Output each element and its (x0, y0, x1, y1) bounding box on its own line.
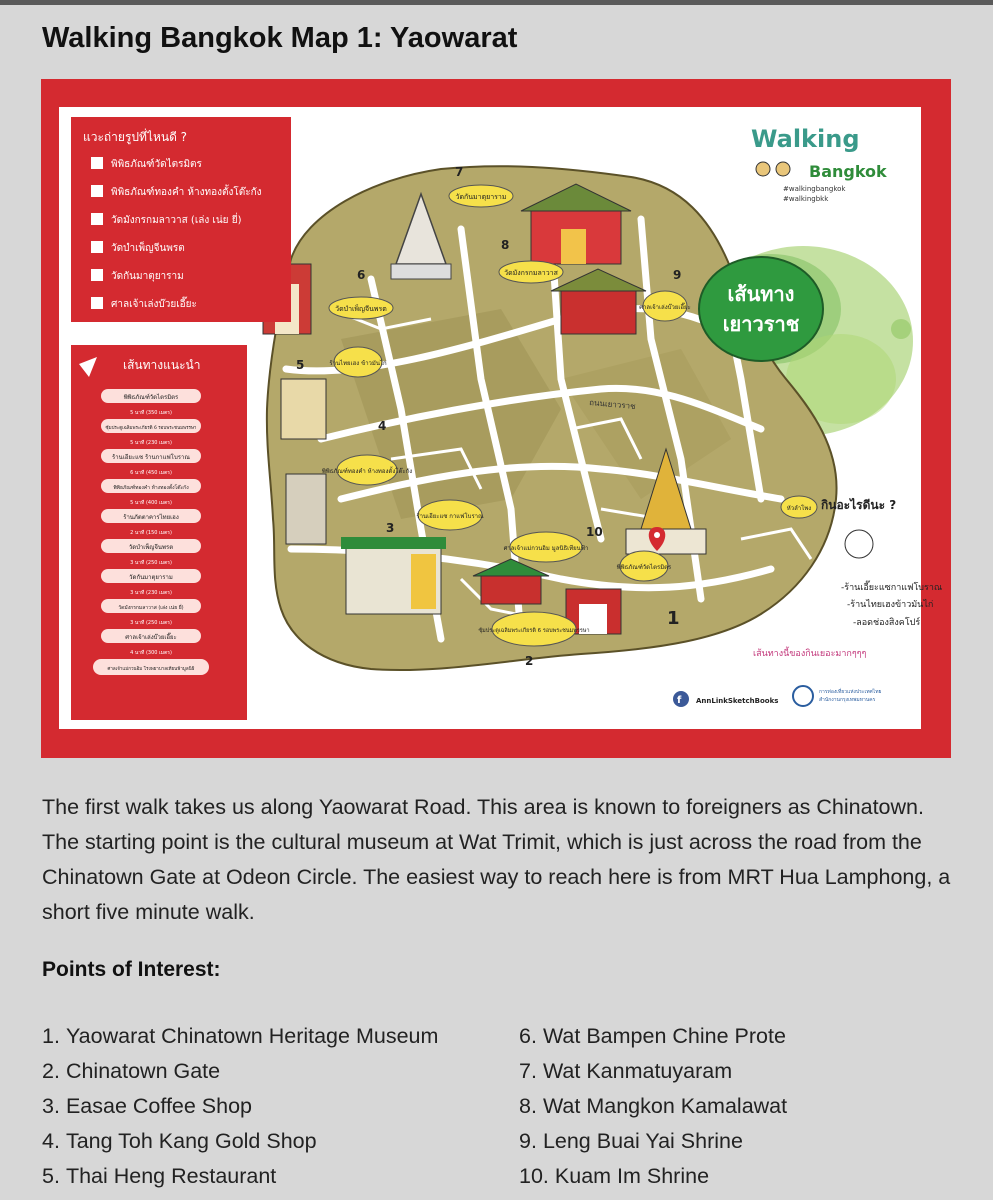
svg-text:6: 6 (357, 268, 366, 282)
svg-text:-ร้านเอี๊ยะแซกาแฟโบราณ: -ร้านเอี๊ยะแซกาแฟโบราณ (841, 583, 943, 593)
svg-text:เส้นทางนี้ของกินเยอะมากๆๆๆ: เส้นทางนี้ของกินเยอะมากๆๆๆ (753, 649, 867, 659)
poi-item: 2. Chinatown Gate (42, 1059, 221, 1083)
poi-item: 1. Yaowarat Chinatown Heritage Museum (42, 1024, 439, 1048)
svg-text:เยาวราช: เยาวราช (722, 312, 800, 336)
svg-text:2 นาที (150 เมตร): 2 นาที (150 เมตร) (130, 530, 172, 536)
svg-text:ร้านภัตตาคารไทยเฮง: ร้านภัตตาคารไทยเฮง (123, 514, 179, 521)
svg-text:5 นาที (350 เมตร): 5 นาที (350 เมตร) (130, 410, 172, 416)
svg-text:ศาลเจ้าเล่งบ๊วยเอี๊ยะ: ศาลเจ้าเล่งบ๊วยเอี๊ยะ (111, 299, 197, 310)
svg-text:วัดกันมาตุยาราม: วัดกันมาตุยาราม (129, 574, 173, 581)
svg-text:#walkingbkk: #walkingbkk (783, 195, 829, 203)
svg-text:เส้นทางแนะนำ: เส้นทางแนะนำ (123, 358, 201, 372)
svg-text:พิพิธภัณฑ์วัดไตรมิตร: พิพิธภัณฑ์วัดไตรมิตร (111, 159, 202, 170)
svg-text:ศาลเจ้าเล่งบ๊วยเอี๊ยะ: ศาลเจ้าเล่งบ๊วยเอี๊ยะ (639, 304, 691, 311)
svg-text:วัดกันมาตุยาราม: วัดกันมาตุยาราม (455, 193, 507, 201)
svg-text:2: 2 (525, 654, 534, 668)
intro-paragraph: The first walk takes us along Yaowarat Road. This area is known to foreigners as Chinatown. The starting point is the cultural museum at Wat Trimit, which is just across the road from the Chinatown Gate at Odeon Circle. The easiest way to reach here is from MRT Hua Lamphong, a short five minute walk. (42, 795, 951, 924)
photo-spots-panel (71, 117, 291, 322)
svg-text:วัดมังกรกมลาวาส (เล่ง เน่ย ยี่: วัดมังกรกมลาวาส (เล่ง เน่ย ยี่) (111, 215, 242, 226)
svg-text:5 นาที (400 เมตร): 5 นาที (400 เมตร) (130, 500, 172, 506)
svg-text:ร้านเอียะแซ กาแฟโบราณ: ร้านเอียะแซ กาแฟโบราณ (416, 513, 484, 520)
poi-item: 6. Wat Bampen Chine Prote (519, 1024, 786, 1048)
svg-text:วัดบำเพ็ญจีนพรต: วัดบำเพ็ญจีนพรต (128, 544, 174, 551)
svg-text:ซุ้มประตูเฉลิมพระเกียรติ 6 รอบ: ซุ้มประตูเฉลิมพระเกียรติ 6 รอบพระชนมพรรษา (478, 628, 590, 634)
svg-text:พิพิธภัณฑ์วัดไตรมิตร: พิพิธภัณฑ์วัดไตรมิตร (123, 394, 179, 401)
poi-list-right (519, 1019, 793, 1194)
svg-text:พิพิธภัณฑ์ทองคำ ห้างทองตั้งโต๊: พิพิธภัณฑ์ทองคำ ห้างทองตั้งโต๊ะกัง (113, 485, 189, 491)
svg-text:5: 5 (296, 358, 305, 372)
svg-text:1: 1 (667, 608, 680, 629)
svg-text:#walkingbangkok: #walkingbangkok (783, 185, 846, 193)
svg-text:Walking: Walking (751, 125, 860, 153)
svg-text:พิพิธภัณฑ์วัดไตรมิตร: พิพิธภัณฑ์วัดไตรมิตร (616, 564, 672, 571)
svg-text:ร้านเอียะแซ ร้านกาแฟโบราณ: ร้านเอียะแซ ร้านกาแฟโบราณ (112, 454, 190, 461)
svg-text:4 นาที (300 เมตร): 4 นาที (300 เมตร) (130, 650, 172, 656)
map-image (41, 79, 951, 758)
poi-item: 9. Leng Buai Yai Shrine (519, 1129, 743, 1153)
svg-text:f: f (677, 695, 682, 706)
svg-text:3 นาที (250 เมตร): 3 นาที (250 เมตร) (130, 560, 172, 566)
svg-text:วัดบำเพ็ญจีนพรต: วัดบำเพ็ญจีนพรต (111, 243, 185, 254)
svg-text:สำนักงานกรุงเทพมหานคร: สำนักงานกรุงเทพมหานคร (819, 697, 876, 703)
svg-text:กินอะไรดีนะ ?: กินอะไรดีนะ ? (821, 498, 897, 512)
svg-text:9: 9 (673, 268, 682, 282)
svg-text:5 นาที (230 เมตร): 5 นาที (230 เมตร) (130, 440, 172, 446)
route-panel (71, 345, 247, 720)
poi-item: 4. Tang Toh Kang Gold Shop (42, 1129, 317, 1153)
svg-text:ซุ้มประตูเฉลิมพระเกียรติ 6 รอบ: ซุ้มประตูเฉลิมพระเกียรติ 6 รอบพระชนมพรรษา (105, 426, 197, 431)
svg-text:แวะถ่ายรูปที่ไหนดี ?: แวะถ่ายรูปที่ไหนดี ? (83, 130, 188, 144)
svg-text:10: 10 (586, 525, 603, 539)
poi-list-left (42, 1019, 444, 1194)
svg-text:4: 4 (378, 419, 387, 433)
svg-text:6 นาที (450 เมตร): 6 นาที (450 เมตร) (130, 470, 172, 476)
svg-text:-ร้านไทยเฮงข้าวมันไก่: -ร้านไทยเฮงข้าวมันไก่ (847, 600, 934, 610)
tat-logo-icon (793, 686, 813, 706)
svg-text:เส้นทาง: เส้นทาง (727, 282, 795, 306)
shop-drawing-4 (286, 474, 326, 544)
svg-text:3: 3 (386, 521, 395, 535)
poi-item: 7. Wat Kanmatuyaram (519, 1059, 733, 1083)
svg-text:3 นาที (250 เมตร): 3 นาที (250 เมตร) (130, 620, 172, 626)
svg-text:-ลอดช่องสิงคโปร์: -ลอดช่องสิงคโปร์ (853, 618, 921, 628)
svg-text:การท่องเที่ยวแห่งประเทศไทย: การท่องเที่ยวแห่งประเทศไทย (819, 689, 882, 695)
poi-item: 8. Wat Mangkon Kamalawat (519, 1094, 788, 1118)
poi-item: 3. Easae Coffee Shop (42, 1094, 253, 1118)
svg-text:พิพิธภัณฑ์ทองคำ ห้างทองตั้งโต๊: พิพิธภัณฑ์ทองคำ ห้างทองตั้งโต๊ะกัง (321, 468, 413, 475)
svg-text:8: 8 (501, 238, 510, 252)
svg-text:พิพิธภัณฑ์ทองคำ ห้างทองตั้งโต๊: พิพิธภัณฑ์ทองคำ ห้างทองตั้งโต๊ะกัง (111, 187, 262, 198)
svg-text:วัดกันมาตุยาราม: วัดกันมาตุยาราม (111, 271, 184, 282)
poi-item: 5. Thai Heng Restaurant (42, 1164, 277, 1188)
svg-text:Bangkok: Bangkok (809, 162, 887, 181)
page-title: Walking Bangkok Map 1: Yaowarat (42, 22, 518, 54)
svg-text:ศาลเจ้าเล่งบ๊วยเอี๊ยะ: ศาลเจ้าเล่งบ๊วยเอี๊ยะ (125, 634, 177, 641)
svg-text:ร้านไทยเฮง ข้าวมันไก่: ร้านไทยเฮง ข้าวมันไก่ (329, 360, 387, 367)
svg-text:วัดมังกรกมลาวาส: วัดมังกรกมลาวาส (504, 269, 558, 277)
poi-heading: Points of Interest: (42, 958, 221, 981)
extra-label (781, 496, 817, 518)
svg-text:ศาลเจ้าแม่กวนอิม โรงพยาบาลเทีย: ศาลเจ้าแม่กวนอิม โรงพยาบาลเทียนฟ้ามูลนิธิ (107, 667, 195, 672)
route-title-badge (699, 257, 823, 361)
restaurant-drawing-5 (281, 379, 326, 439)
cafe-drawing-3 (341, 537, 446, 614)
svg-text:3 นาที (230 เมตร): 3 นาที (230 เมตร) (130, 590, 172, 596)
poi-item: 10. Kuam Im Shrine (519, 1164, 710, 1188)
svg-text:7: 7 (455, 165, 464, 179)
street-label: ถนนเยาวราช (588, 398, 636, 412)
top-bar (0, 0, 993, 5)
svg-text:วัดมังกรกมลาวาส (เล่ง เน่ย ยี่: วัดมังกรกมลาวาส (เล่ง เน่ย ยี่) (118, 605, 184, 611)
svg-text:AnnLinkSketchBooks: AnnLinkSketchBooks (696, 697, 779, 705)
svg-text:วัดบำเพ็ญจีนพรต: วัดบำเพ็ญจีนพรต (335, 305, 387, 313)
svg-text:หัวลำโพง: หัวลำโพง (786, 505, 812, 512)
svg-text:ศาลเจ้าแม่กวนอิม มูลนิธิเทียนฟ: ศาลเจ้าแม่กวนอิม มูลนิธิเทียนฟ้า (503, 545, 589, 552)
